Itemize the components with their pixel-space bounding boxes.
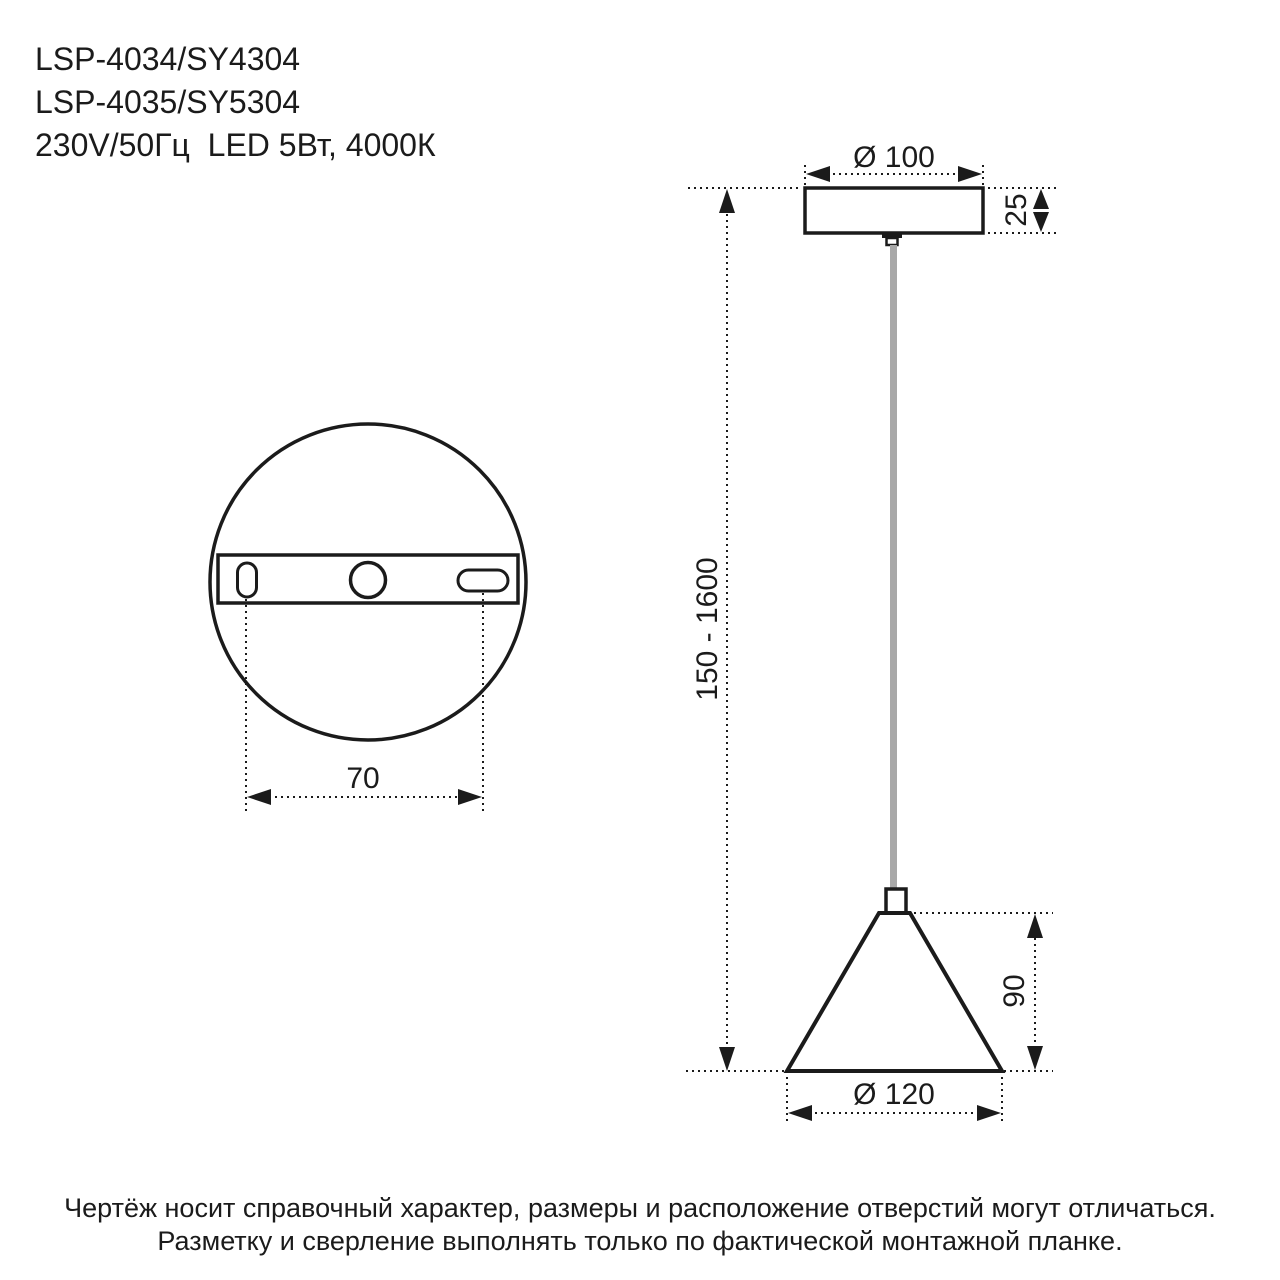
arrow-right-icon xyxy=(958,166,982,182)
arrow-left-icon xyxy=(247,789,271,805)
dimension-canopy-height-arrows xyxy=(1033,189,1049,232)
shade-socket xyxy=(886,889,906,913)
mounting-slot-right xyxy=(458,570,508,591)
shade-cone xyxy=(787,913,1002,1071)
arrow-up-icon xyxy=(1027,914,1043,938)
mounting-slot-left xyxy=(238,563,257,597)
arrow-up-icon xyxy=(1033,189,1049,209)
hole-spacing-label: 70 xyxy=(346,762,380,795)
suspension-length-label: 150 - 1600 xyxy=(691,557,724,701)
top-view-mounting-plate xyxy=(210,424,526,740)
arrow-down-icon xyxy=(1027,1046,1043,1070)
arrow-up-icon xyxy=(719,189,735,213)
arrow-right-icon xyxy=(458,789,482,805)
ceiling-canopy xyxy=(805,188,983,233)
arrow-right-icon xyxy=(977,1105,1001,1121)
disclaimer-note xyxy=(0,1192,1280,1258)
arrow-left-icon xyxy=(788,1105,812,1121)
disclaimer-line-2: Разметку и сверление выполнять только по фактической монтажной планке. xyxy=(157,1226,1123,1256)
side-view-pendant xyxy=(787,188,1002,1071)
shade-height-label: 90 xyxy=(998,974,1031,1008)
mounting-hole-center xyxy=(351,563,386,598)
arrow-down-icon xyxy=(1033,212,1049,232)
model-number-2: LSP-4035/SY5304 xyxy=(35,84,301,120)
canopy-height-label: 25 xyxy=(1000,193,1033,227)
electrical-specs: 230V/50Гц LED 5Вт, 4000К xyxy=(35,127,436,163)
disclaimer-line-1: Чертёж носит справочный характер, размеры и расположение отверстий могут отличаться. xyxy=(64,1193,1216,1223)
cable-fitting xyxy=(887,238,898,245)
arrow-left-icon xyxy=(806,166,830,182)
canopy-diameter-label: Ø 100 xyxy=(853,141,935,174)
model-number-1: LSP-4034/SY4304 xyxy=(35,41,301,77)
arrow-down-icon xyxy=(719,1047,735,1071)
suspension-cable xyxy=(890,245,897,890)
shade-diameter-label: Ø 120 xyxy=(853,1078,935,1111)
